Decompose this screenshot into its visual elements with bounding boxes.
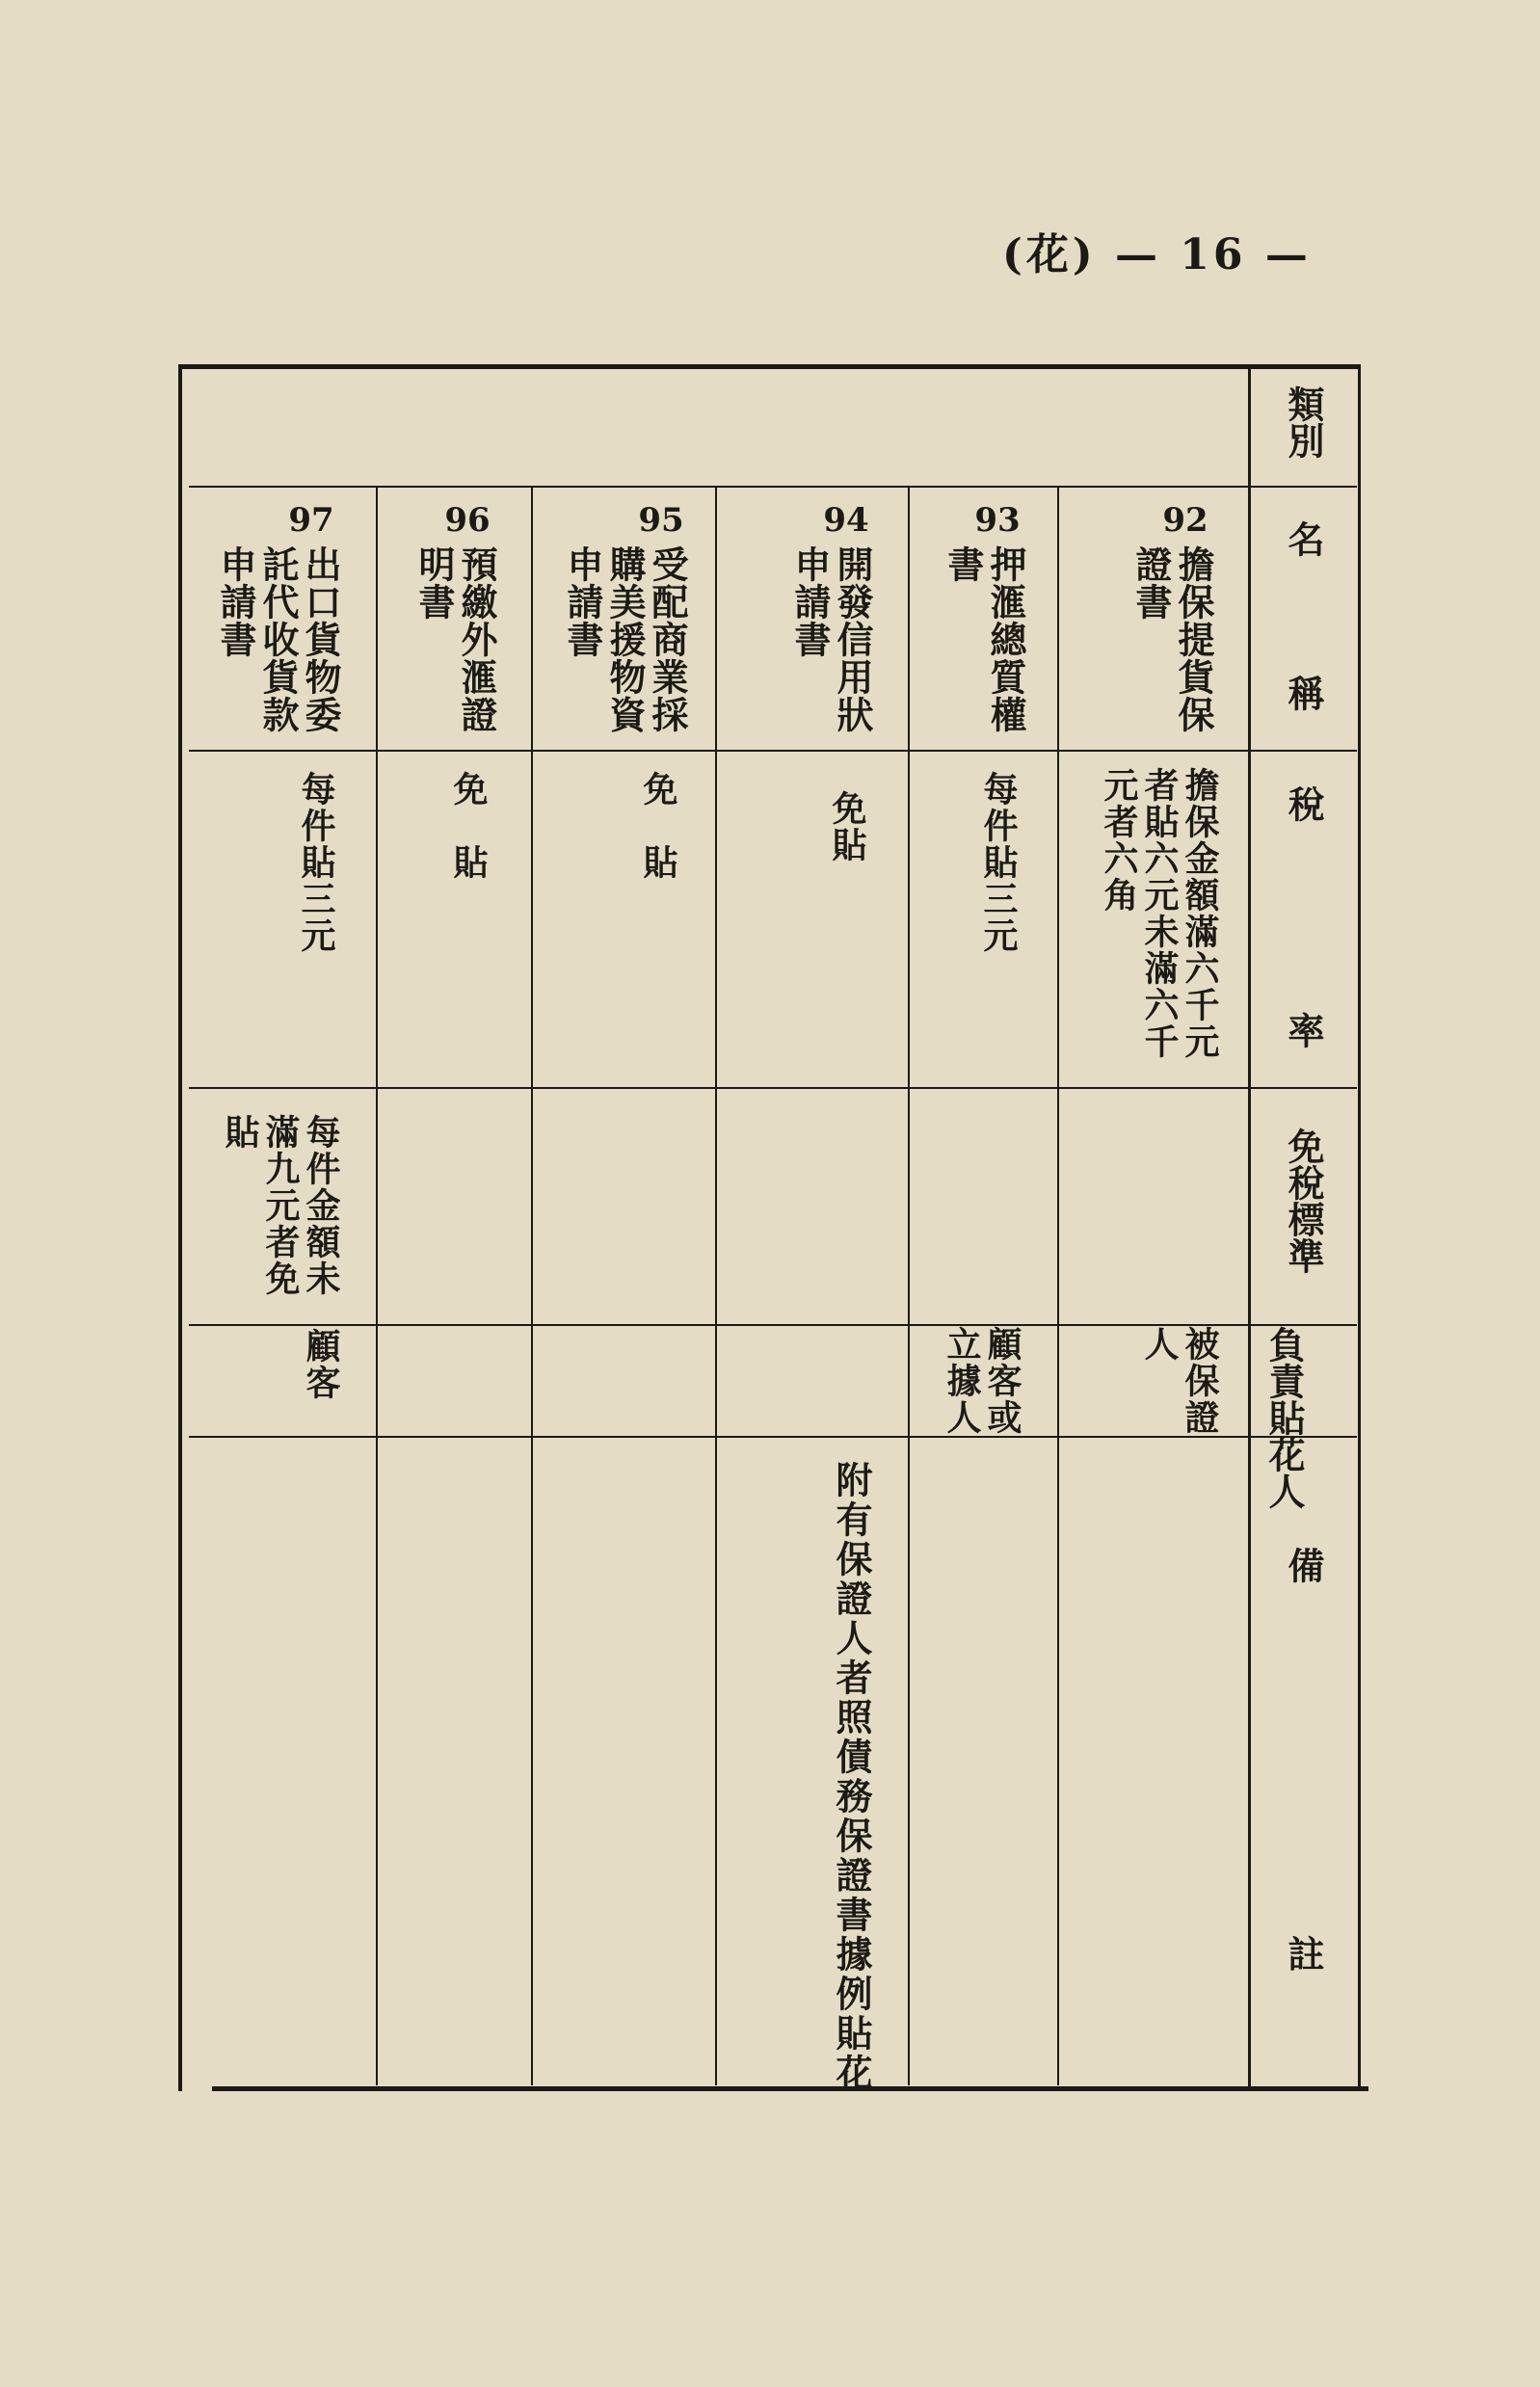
exemption-header: 免稅標準 bbox=[1282, 1127, 1325, 1274]
item-number-94: 94 bbox=[823, 501, 869, 540]
table-bottom-border bbox=[212, 2086, 1368, 2091]
item-tax-96: 免 貼 bbox=[448, 771, 489, 881]
payer-row-divider bbox=[189, 1436, 1357, 1438]
category-row-divider bbox=[189, 486, 1357, 488]
remarks-header-2: 註 bbox=[1282, 1935, 1325, 1972]
remarks-header-1: 備 bbox=[1282, 1547, 1325, 1583]
payer-header: 負責貼花人 bbox=[1262, 1326, 1306, 1509]
item-exemption-97: 每件金額未 滿九元者免 貼 bbox=[220, 1114, 341, 1297]
table-top-border bbox=[178, 364, 1360, 369]
rate-header-1: 稅 bbox=[1282, 785, 1325, 822]
header-column-left-border bbox=[1248, 364, 1251, 2089]
item-payer-92: 被保證 人 bbox=[1139, 1326, 1220, 1436]
item-name-96: 預繳外滙證 明書 bbox=[412, 545, 498, 733]
item-payer-97: 顧客 bbox=[301, 1328, 341, 1401]
column-divider-93-94 bbox=[908, 486, 910, 2085]
name-row-divider bbox=[189, 750, 1357, 752]
item-number-96: 96 bbox=[444, 501, 491, 540]
item-number-97: 97 bbox=[288, 501, 334, 540]
tax-row-divider bbox=[189, 1087, 1357, 1089]
item-name-93: 押滙總質權 書 bbox=[942, 545, 1027, 733]
item-remark-93: 附有保證人者照債務保證書據例貼花 bbox=[830, 1461, 873, 2093]
name-header-1: 名 bbox=[1282, 520, 1325, 557]
item-name-92: 擔保提貨保 證書 bbox=[1129, 545, 1215, 733]
column-divider-92-93 bbox=[1057, 486, 1059, 2085]
column-divider-94-95 bbox=[715, 486, 717, 2085]
column-divider-96-97 bbox=[376, 486, 378, 2085]
category-header: 類別 bbox=[1282, 385, 1325, 459]
item-name-95: 受配商業採 購美援物資 申請書 bbox=[561, 545, 689, 733]
item-name-97: 出口貨物委 託代收貨款 申請書 bbox=[214, 545, 342, 733]
table-right-border bbox=[1358, 364, 1361, 2089]
rate-header-2: 率 bbox=[1282, 1012, 1325, 1048]
item-tax-93: 每件貼三元 bbox=[978, 771, 1019, 954]
table-left-border bbox=[178, 364, 182, 2091]
item-tax-94: 免貼 bbox=[827, 790, 867, 863]
item-payer-93: 顧客或 立據人 bbox=[942, 1326, 1022, 1436]
item-number-95: 95 bbox=[638, 501, 684, 540]
name-header-2: 稱 bbox=[1282, 675, 1325, 711]
item-name-94: 開發信用狀 申請書 bbox=[788, 545, 874, 733]
item-number-93: 93 bbox=[974, 501, 1021, 540]
item-tax-92: 擔保金額滿六千元 者貼六元未滿六千 元者六角 bbox=[1099, 767, 1220, 1060]
item-tax-97: 每件貼三元 bbox=[296, 771, 336, 954]
item-tax-95: 免 貼 bbox=[638, 771, 678, 881]
item-number-92: 92 bbox=[1162, 501, 1208, 540]
column-divider-95-96 bbox=[531, 486, 533, 2085]
page-header: (花) — 16 — bbox=[1002, 230, 1312, 279]
